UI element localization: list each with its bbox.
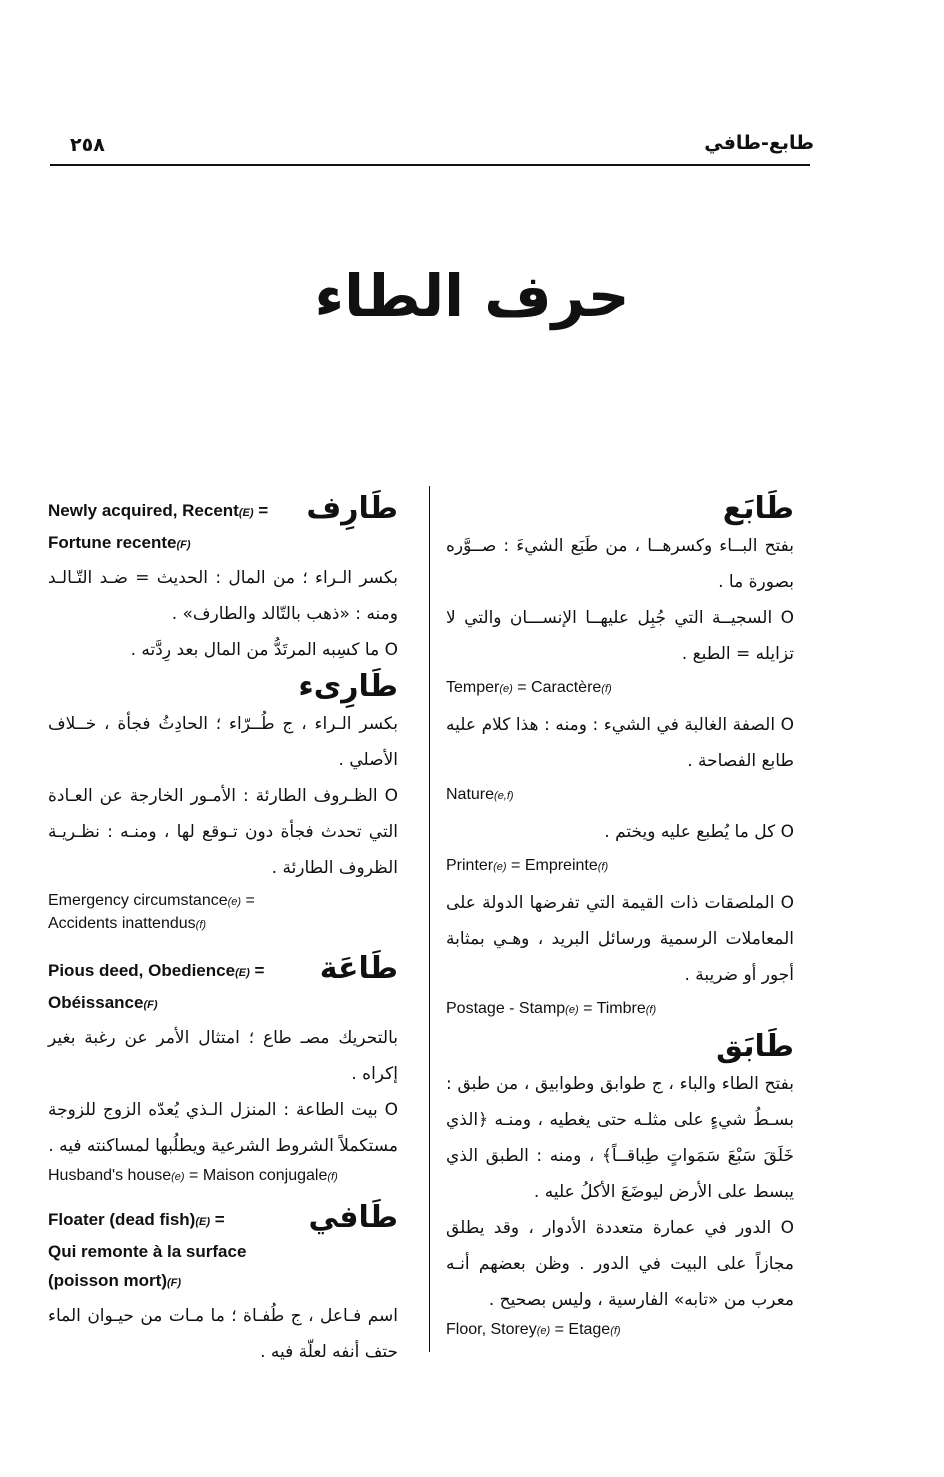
right-column (446, 490, 794, 1349)
translation-fr: Obéissance (48, 993, 144, 1012)
lang-tag: (e) (227, 896, 242, 908)
sense-text: ما كسِبه المرتَدُّ من المال بعد رِدَّته . (130, 640, 380, 660)
translation-fr-cont: (poisson mort) (48, 1271, 167, 1290)
entry-header-row (48, 1199, 398, 1298)
entry-definition: بفتح البــاء وكسرهــا ، من طَبَع الشيءَ : صــوَّره بصورة ما . (446, 536, 794, 592)
left-column (48, 490, 398, 1370)
translation-eq: = (249, 961, 265, 980)
sense-marker: O (384, 1100, 398, 1120)
header-rule (50, 164, 810, 166)
translation-en: Nature (446, 786, 495, 803)
entry-headword: طَافي (308, 1200, 398, 1235)
entry-definition: بفتح الطاء والباء ، ج طوابق وطوابيق ، من طبق : بسـطُ شيءٍ على مثلـه حتى يغطيه ، ومنـه ﴿الذي خَلَقَ سَبْعَ سَمَواتٍ طِباقــاً﴾ ، ومنه : الطبق الذي يبسط على الأرض ليوضَعَ الأكلُ عليه . (446, 1074, 794, 1202)
translation-en: Temper (446, 679, 500, 696)
translation-eq: = (253, 501, 269, 520)
entry-definition: اسم فـاعل ، ج طُفـاة ؛ ما مـات من حيـوان الماء حتف أنفه لعلّة فيه . (48, 1306, 398, 1362)
entry-definition: بالتحريك مصـ طاع ؛ امتثال الأمر عن رغبة بغير إكراه . (48, 1028, 398, 1084)
sense-text: الملصقات ذات القيمة التي تفرضها الدولة على المعاملات الرسمية ورسائل البريد ، وهـي بمثابة أجور أو ضريبة . (446, 893, 794, 985)
lang-tag: (F) (143, 999, 158, 1011)
translation-en: Newly acquired, Recent (48, 501, 239, 520)
lang-tag: (F) (176, 539, 191, 551)
lang-tag: (f) (610, 1325, 621, 1337)
translation-en: Floater (dead fish) (48, 1210, 196, 1229)
entry-sense (446, 600, 794, 672)
lang-tag: (e) (565, 1004, 579, 1016)
lang-tag: (e,f) (494, 790, 514, 802)
sense-text: بيت الطاعة : المنزل الـذي يُعدّه الزوج للزوجة مستكملاً الشروط الشرعية ويطلُبها لمساكنته فيه . (48, 1100, 398, 1156)
lang-tag: (f) (195, 919, 207, 931)
entry-headword: طَاعَة (319, 951, 398, 986)
lang-tag: (f) (597, 861, 609, 873)
entry-definition: بكسر الـراء ؛ من المال : الحديث = ضـد التّـالـد ومنه : «ذهب بالتّالد والطارف» . (48, 568, 398, 624)
translation (48, 890, 398, 936)
lang-tag: (f) (327, 1171, 338, 1183)
translation-en: Pious deed, Obedience (48, 961, 236, 980)
lang-tag: (e) (493, 861, 507, 873)
lang-tag: (E) (235, 967, 250, 979)
translation (48, 956, 264, 1020)
translation (48, 496, 268, 560)
lang-tag: (f) (645, 1004, 657, 1016)
entry-headword: طَابَق (716, 1029, 794, 1064)
translation (48, 1205, 246, 1298)
sense-marker: O (780, 822, 794, 842)
translation-fr: Qui remonte à la surface (48, 1242, 247, 1261)
entry-sense (446, 885, 794, 993)
sense-text: السجيــة التي جُبِل عليهــا الإنســـان والتي لا تزايله = الطبع . (446, 608, 794, 664)
translation-fr: Accidents inattendus (48, 915, 196, 932)
translation (446, 783, 794, 808)
translation-fr: = Maison conjugale (184, 1167, 328, 1184)
lang-tag: (F) (167, 1277, 182, 1289)
sense-text: الدور في عمارة متعددة الأدوار ، وقد يطلق مجازاً على البيت في الدور . وظن بعضهم أنـه معرب من «تابه» الفارسية ، وليس بصحيح . (446, 1218, 794, 1310)
entry-headword: طَارِىء (298, 669, 398, 704)
translation-fr: = Caractère (512, 679, 602, 696)
sense-text: كل ما يُطبع عليه ويختم . (604, 822, 776, 842)
translation-en: Printer (446, 857, 494, 874)
entry-headword: طَابَع (722, 491, 794, 526)
sense-marker: O (780, 1218, 794, 1238)
translation-fr: = Etage (550, 1321, 611, 1338)
lang-tag: (E) (238, 507, 254, 519)
section-title: حرف الطاء (314, 262, 630, 330)
entry-sense (446, 814, 794, 850)
lang-tag: (f) (601, 683, 612, 695)
entry-sense (446, 1210, 794, 1318)
sense-text: الصفة الغالبة في الشيء : ومنه : هذا كلام عليه طابع الفصاحة . (446, 715, 794, 771)
translation-en: Emergency circumstance (48, 892, 228, 909)
entry-header-row (48, 490, 398, 560)
translation (446, 1318, 794, 1343)
entry-sense (48, 632, 398, 668)
entry-definition: بكسر الـراء ، ج طُــرّاء ؛ الحادِثُ فجأة ، خــلاف الأصلي . (48, 714, 398, 770)
lang-tag: (E) (195, 1216, 211, 1228)
translation (48, 1164, 398, 1189)
entry-sense (48, 778, 398, 886)
translation-fr: = Timbre (578, 1000, 646, 1017)
sense-marker: O (780, 715, 794, 735)
lang-tag: (e) (499, 683, 513, 695)
column-divider (429, 486, 430, 1352)
sense-marker: O (780, 608, 794, 628)
translation-fr: = Empreinte (506, 857, 598, 874)
entry-header-row (48, 950, 398, 1020)
translation-en: Floor, Storey (446, 1321, 537, 1338)
page-number: ٢٥٨ (70, 134, 105, 156)
translation-fr: Fortune recente (48, 533, 177, 552)
lang-tag: (e) (171, 1171, 185, 1183)
translation-eq: = (241, 892, 255, 909)
translation (446, 997, 794, 1022)
translation (446, 854, 794, 879)
sense-marker: O (384, 640, 398, 660)
entry-sense (48, 1092, 398, 1164)
sense-marker: O (384, 786, 398, 806)
running-header: طابع-طافي (704, 132, 814, 154)
sense-text: الظـروف الطارئة : الأمـور الخارجة عن العـادة التي تحدث فجأة دون تـوقع لها ، ومنـه : نظـريـة الظروف الطارئة . (48, 786, 398, 878)
translation-eq: = (210, 1210, 225, 1229)
entry-sense (446, 707, 794, 779)
translation-en: Husband's house (48, 1167, 172, 1184)
translation-en: Postage - Stamp (446, 1000, 566, 1017)
sense-marker: O (780, 893, 794, 913)
lang-tag: (e) (536, 1325, 551, 1337)
translation (446, 676, 794, 701)
entry-headword: طَارِف (306, 491, 398, 526)
